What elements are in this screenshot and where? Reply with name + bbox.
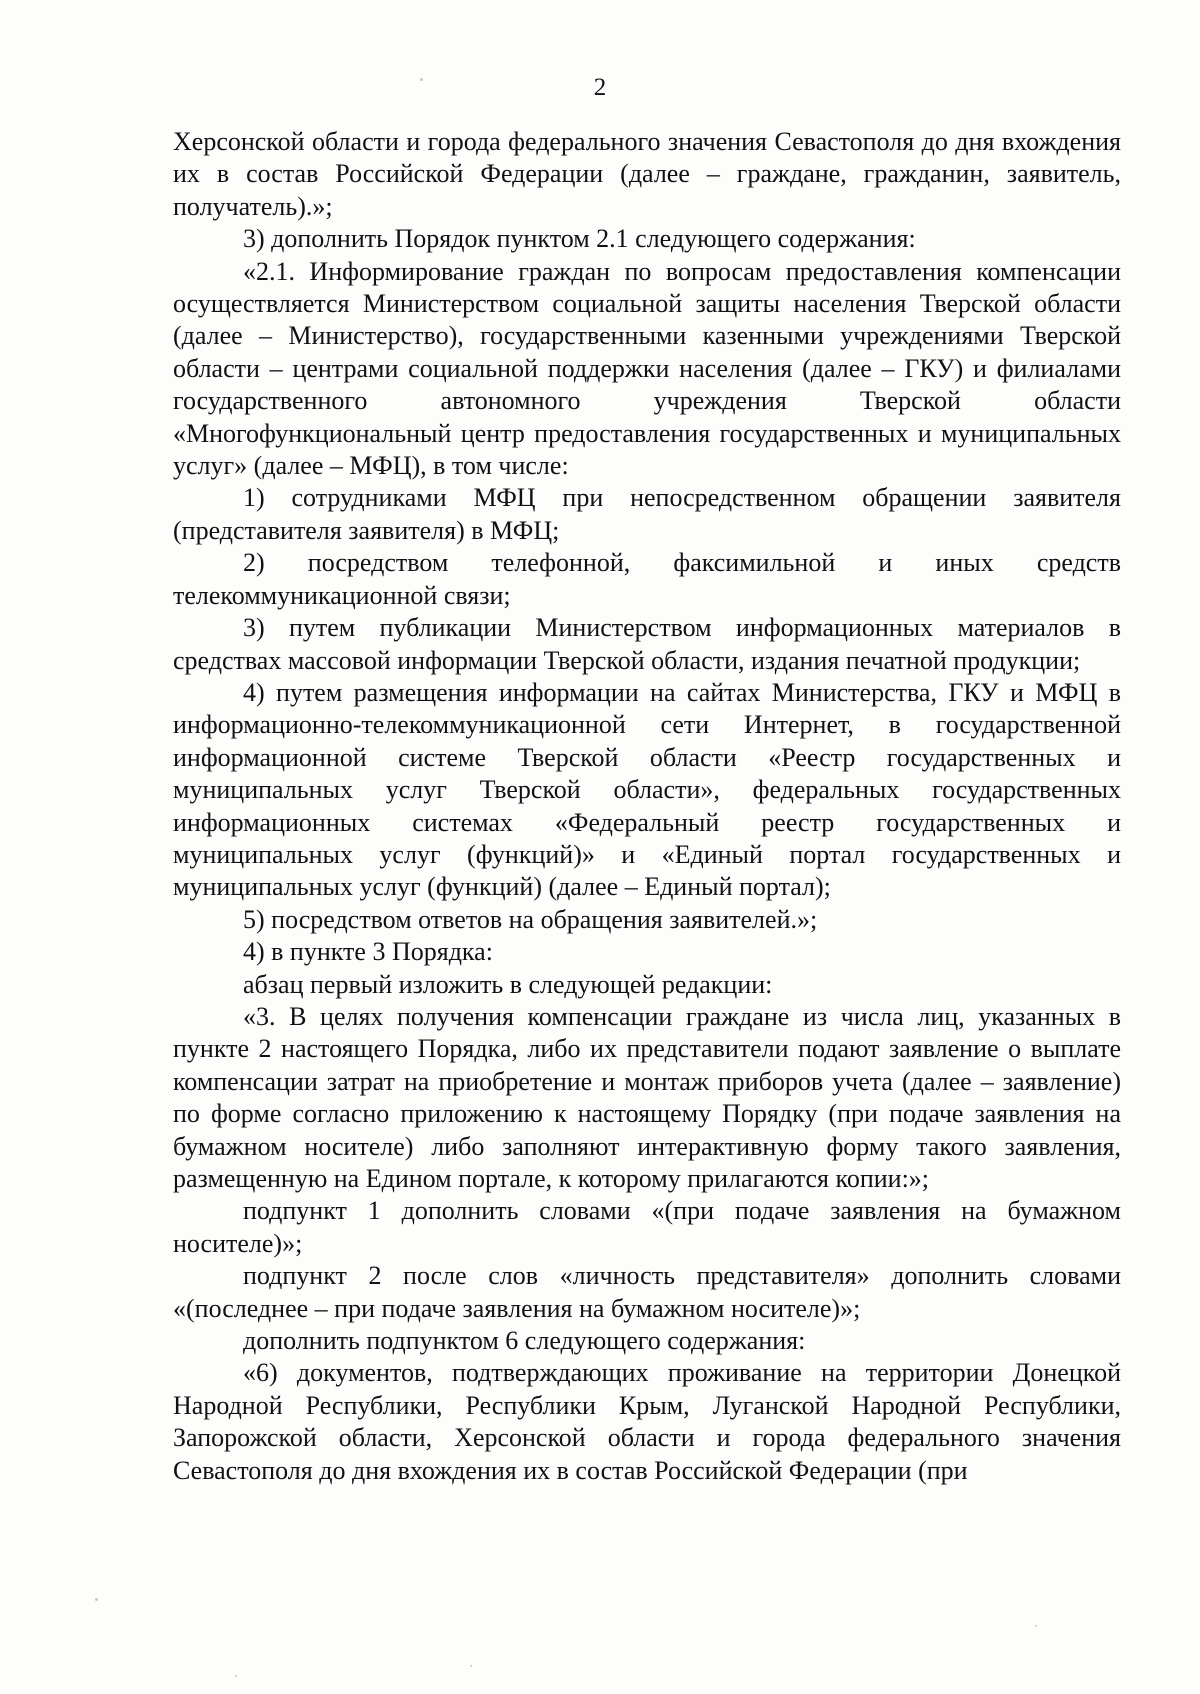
paragraph: дополнить подпунктом 6 следующего содержания: <box>243 1326 806 1356</box>
scan-speck <box>1035 1625 1037 1627</box>
paragraph: «6) документов, подтверждающих проживание на территории Донецкой Народной Республики, Республики Крым, Луганской Народной Республики, Запорожской области, Херсонской области и города федерального значения Севастополя до дня вхождения их в состав Российской Федерации (при <box>173 1358 1121 1485</box>
paragraph: 3) дополнить Порядок пунктом 2.1 следующего содержания: <box>243 224 916 254</box>
page-number: 2 <box>593 74 607 101</box>
paragraph: абзац первый изложить в следующей редакции: <box>243 969 773 999</box>
paragraph: 1) сотрудниками МФЦ при непосредственном обращении заявителя (представителя заявителя) в МФЦ; <box>173 483 1121 545</box>
paragraph: 5) посредством ответов на обращения заявителей.»; <box>243 904 818 934</box>
paragraph: подпункт 2 после слов «личность представителя» дополнить словами «(последнее – при подаче заявления на бумажном носителе)»; <box>173 1261 1121 1323</box>
scan-speck <box>235 1675 237 1677</box>
document-body <box>173 126 1121 1487</box>
paragraph: 2) посредством телефонной, факсимильной и иных средств телекоммуникационной связи; <box>173 548 1121 610</box>
scan-speck <box>470 1665 472 1667</box>
paragraph: 4) путем размещения информации на сайтах Министерства, ГКУ и МФЦ в информационно-телекоммуникационной сети Интернет, в государственной информационной системе Тверской области «Реестр государственных и муниципальных услуг Тверской области», федеральных государственных информационных системах «Федеральный реестр государственных и муниципальных услуг (функций)» и «Единый портал государственных и муниципальных услуг (функций) (далее – Единый портал); <box>173 677 1121 902</box>
paragraph: Херсонской области и города федерального значения Севастополя до дня вхождения их в состав Российской Федерации (далее – граждане, гражданин, заявитель, получатель).»; <box>173 127 1121 221</box>
paragraph: 4) в пункте 3 Порядка: <box>243 937 493 967</box>
scan-speck <box>420 78 423 81</box>
paragraph: «3. В целях получения компенсации граждане из числа лиц, указанных в пункте 2 настоящего Порядка, либо их представители подают заявление о выплате компенсации затрат на приобретение и монтаж приборов учета (далее – заявление) по форме согласно приложению к настоящему Порядку (при подаче заявления на бумажном носителе) либо заполняют интерактивную форму такого заявления, размещенную на Едином портале, к которому прилагаются копии:»; <box>173 1001 1121 1193</box>
paragraph: 3) путем публикации Министерством информационных материалов в средствах массовой информации Тверской области, издания печатной продукции; <box>173 613 1121 675</box>
paragraph: подпункт 1 дополнить словами «(при подаче заявления на бумажном носителе)»; <box>173 1196 1121 1258</box>
paragraph: «2.1. Информирование граждан по вопросам предоставления компенсации осуществляется Министерством социальной защиты населения Тверской области (далее – Министерство), государственными казенными учреждениями Тверской области – центрами социальной поддержки населения (далее – ГКУ) и филиалами государственного автономного учреждения Тверской области «Многофункциональный центр предоставления государственных и муниципальных услуг» (далее – МФЦ), в том числе: <box>173 256 1121 481</box>
scan-speck <box>95 1598 98 1601</box>
